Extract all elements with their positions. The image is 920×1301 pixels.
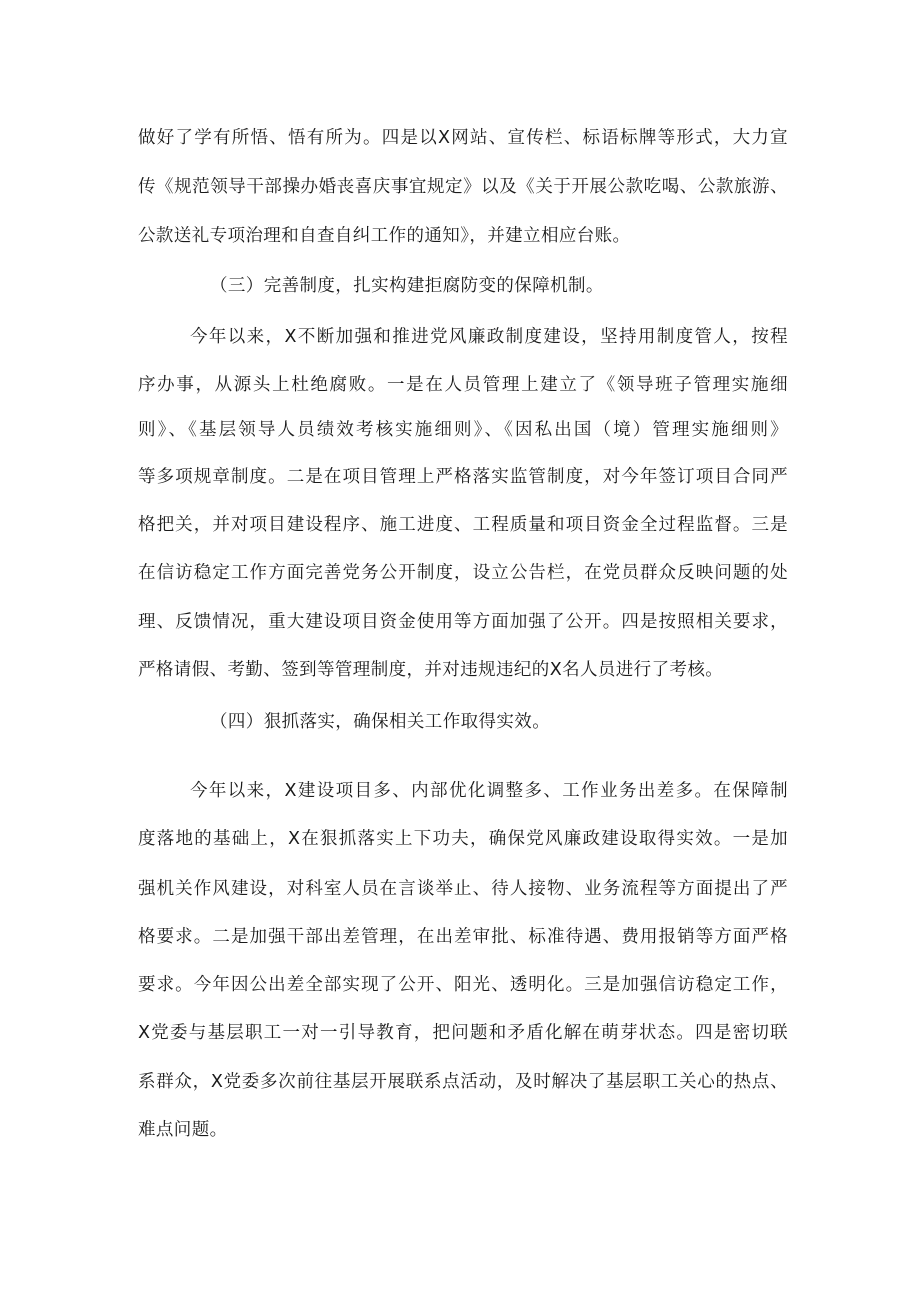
text-line: 难点问题。: [138, 1120, 228, 1140]
text-line: 今年以来，X建设项目多、内部优化调整多、工作业务出差多。在保障制: [190, 781, 788, 801]
text-line: 要求。今年因公出差全部实现了公开、阳光、透明化。三是加强信访稳定工作，: [138, 975, 788, 995]
text-line: 今年以来，X不断加强和推进党风廉政制度建设，坚持用制度管人，按程: [190, 327, 788, 347]
text-line: 等多项规章制度。二是在项目管理上严格落实监管制度，对今年签订项目合同严: [138, 467, 788, 487]
text-line: 格把关，并对项目建设程序、施工进度、工程质量和项目资金全过程监督。三是: [138, 515, 788, 535]
text-line: 严格请假、考勤、签到等管理制度，并对违规违纪的X名人员进行了考核。: [138, 660, 724, 680]
text-line: 强机关作风建设，对科室人员在言谈举止、待人接物、业务流程等方面提出了严: [138, 879, 788, 899]
text-line: 格要求。二是加强干部出差管理，在出差审批、标准待遇、费用报销等方面严格: [138, 927, 788, 947]
text-line: 系群众，X党委多次前往基层开展联系点活动，及时解决了基层职工关心的热点、: [138, 1072, 788, 1092]
section-heading: （四）狠抓落实，确保相关工作取得实效。: [210, 712, 551, 732]
text-line: 传《规范领导干部操办婚丧喜庆事宜规定》以及《关于开展公款吃喝、公款旅游、: [138, 177, 788, 197]
text-line: 做好了学有所悟、悟有所为。四是以X网站、宣传栏、标语标牌等形式，大力宣: [138, 128, 788, 148]
text-line: 度落地的基础上，X在狠抓落实上下功夫，确保党风廉政建设取得实效。一是加: [138, 829, 788, 849]
text-line: 公款送礼专项治理和自查自纠工作的通知》，并建立相应台账。: [138, 226, 631, 246]
text-line: 序办事，从源头上杜绝腐败。一是在人员管理上建立了《领导班子管理实施细: [138, 375, 788, 395]
text-line: 理、反馈情况，重大建设项目资金使用等方面加强了公开。四是按照相关要求，: [138, 612, 788, 632]
section-heading: （三）完善制度，扎实构建拒腐防变的保障机制。: [210, 276, 604, 296]
text-line: 在信访稳定工作方面完善党务公开制度，设立公告栏，在党员群众反映问题的处: [138, 563, 788, 583]
text-line: X党委与基层职工一对一引导教育，把问题和矛盾化解在萌芽状态。四是密切联: [138, 1023, 788, 1043]
text-line: 则》、《基层领导人员绩效考核实施细则》、《因私出国（境）管理实施细则》: [138, 420, 788, 440]
